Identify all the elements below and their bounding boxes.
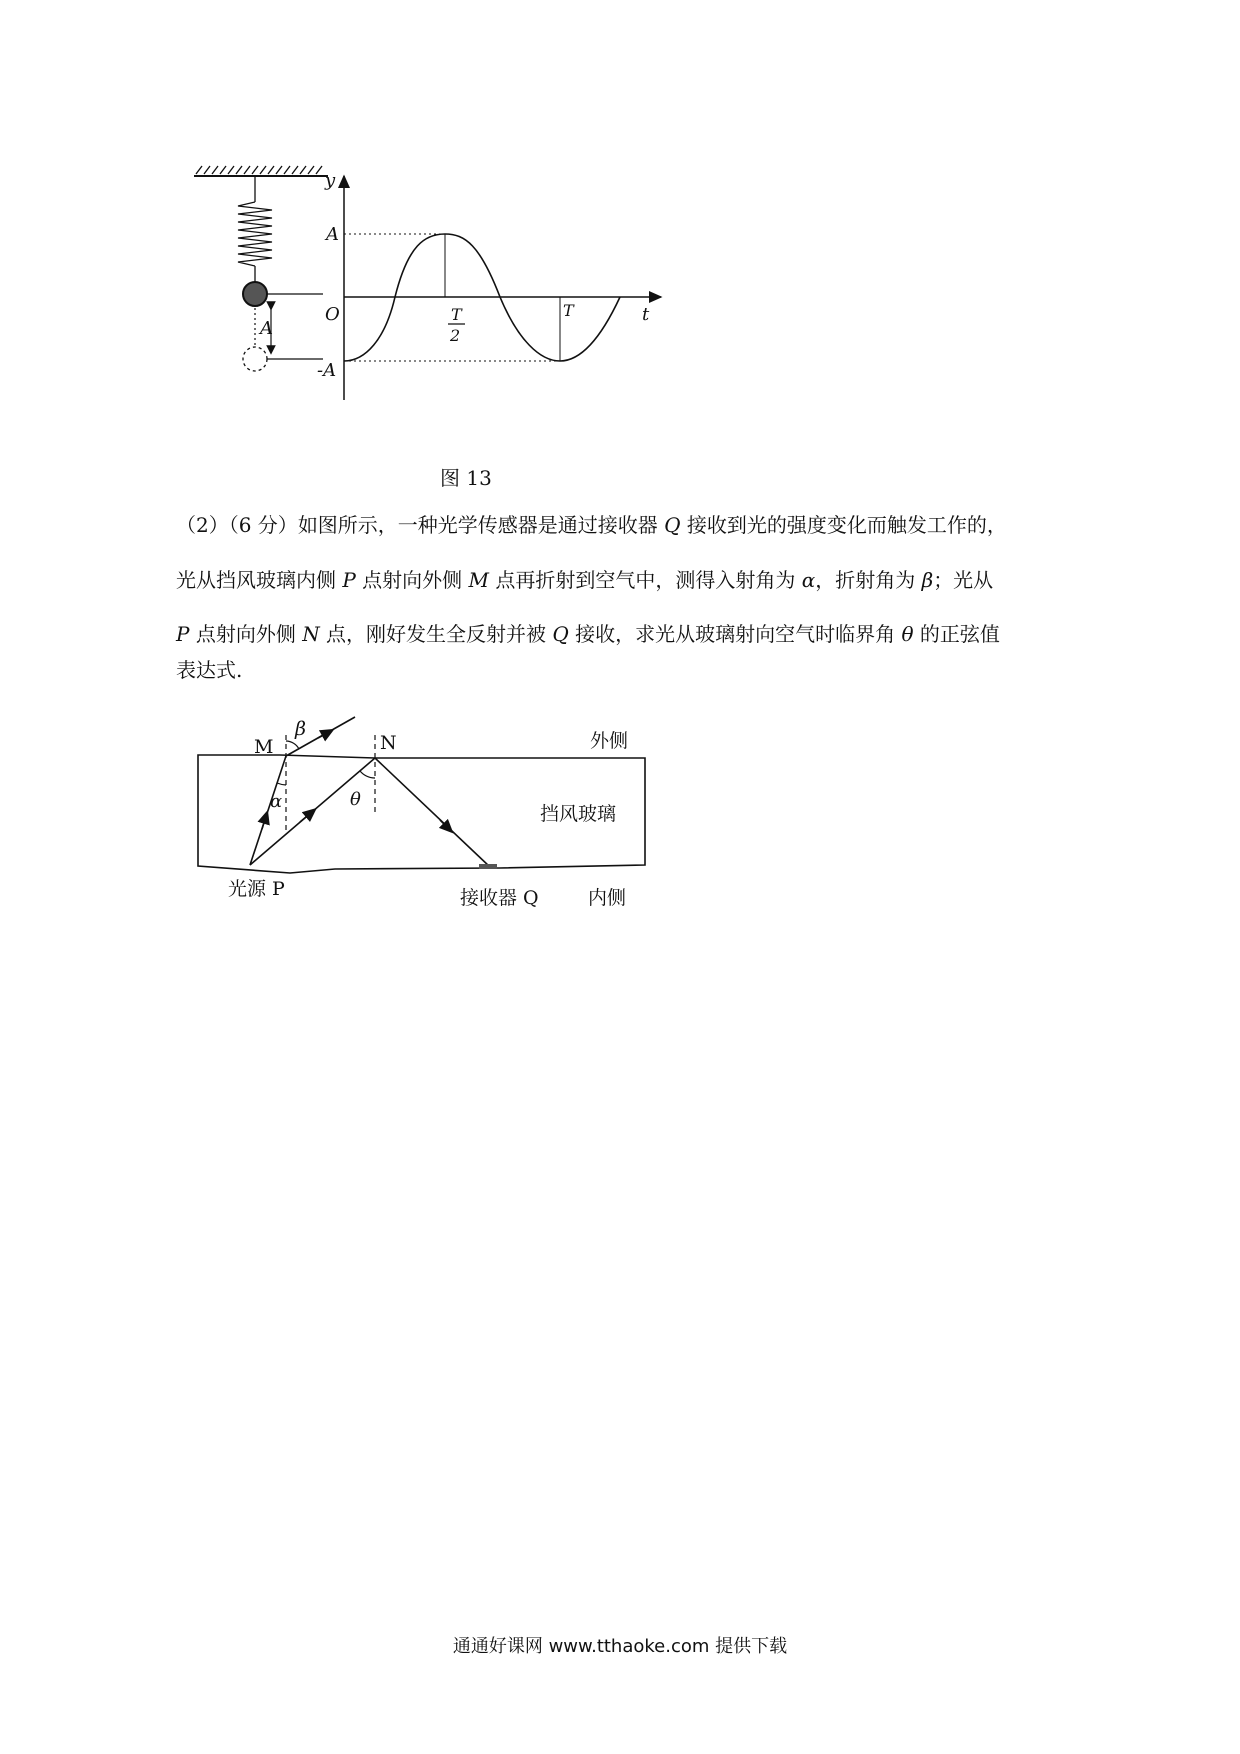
question-text: 如图所示，一种光学传感器是通过接收器	[297, 513, 665, 537]
reflected-ray	[375, 758, 490, 867]
figure-13-caption: 图 13	[440, 466, 492, 490]
period-label: T	[563, 301, 574, 320]
var-q: Q	[552, 622, 569, 646]
question-line-2	[176, 570, 1076, 590]
question-line-3	[176, 624, 1076, 644]
var-theta: θ	[901, 622, 914, 646]
angle-beta-arc	[286, 741, 299, 749]
var-n: N	[302, 622, 320, 646]
question-text: 点射向外侧	[189, 622, 303, 646]
receiver-q	[479, 864, 497, 869]
label-source: 光源 P	[228, 878, 285, 900]
figure-13	[180, 160, 760, 460]
oscillator-ball	[243, 282, 267, 306]
question-text: 点，刚好发生全反射并被	[319, 622, 553, 646]
label-outer-side: 外侧	[590, 730, 629, 752]
label-alpha: α	[270, 791, 283, 812]
question-number: （2）（6 分）	[176, 513, 298, 537]
question-text: 表达式.	[176, 658, 243, 682]
origin-label: O	[325, 304, 340, 325]
question-text: ；光从	[933, 568, 994, 592]
question-text: 点再折射到空气中，测得入射角为	[489, 568, 802, 592]
amplitude-label: A	[260, 318, 273, 339]
question-text: ，折射角为	[815, 568, 922, 592]
question-text: 的正弦值	[913, 622, 1000, 646]
question-text: 接收到光的强度变化而触发工作的，	[680, 513, 1007, 537]
label-receiver: 接收器 Q	[460, 887, 539, 909]
question-text: 点射向外侧	[355, 568, 469, 592]
label-beta: β	[295, 718, 306, 740]
var-m: M	[468, 568, 490, 592]
pos-amplitude-label: A	[326, 224, 339, 245]
var-q: Q	[664, 513, 681, 537]
t-axis-label: t	[642, 304, 650, 325]
angle-theta-arc	[360, 771, 375, 778]
var-beta: β	[921, 568, 934, 592]
label-m: M	[254, 736, 274, 758]
var-p: P	[342, 568, 356, 592]
ceiling-hatch	[194, 166, 328, 176]
question-line-4	[176, 660, 1076, 680]
question-line-1	[176, 515, 1076, 535]
var-p: P	[176, 622, 190, 646]
ray-p-to-n	[250, 758, 375, 865]
angle-alpha-arc	[277, 783, 286, 785]
question-text: 光从挡风玻璃内侧	[176, 568, 343, 592]
page-footer: 通通好课网 www.tthaoke.com 提供下载	[452, 1636, 788, 1657]
question-text: 接收，求光从玻璃射向空气时临界角	[568, 622, 902, 646]
neg-amplitude-label: -A	[317, 360, 337, 381]
label-inner-side: 内侧	[588, 887, 627, 909]
y-axis-label: y	[325, 170, 336, 191]
var-alpha: α	[801, 568, 816, 592]
half-period-denominator: 2	[450, 326, 461, 345]
label-windshield: 挡风玻璃	[540, 803, 617, 825]
spring	[238, 176, 272, 282]
half-period-numerator: T	[451, 305, 462, 324]
windshield-figure	[190, 705, 660, 925]
label-n: N	[380, 732, 397, 754]
label-theta: θ	[350, 789, 361, 810]
oscillator-ball-lowest	[243, 347, 267, 371]
